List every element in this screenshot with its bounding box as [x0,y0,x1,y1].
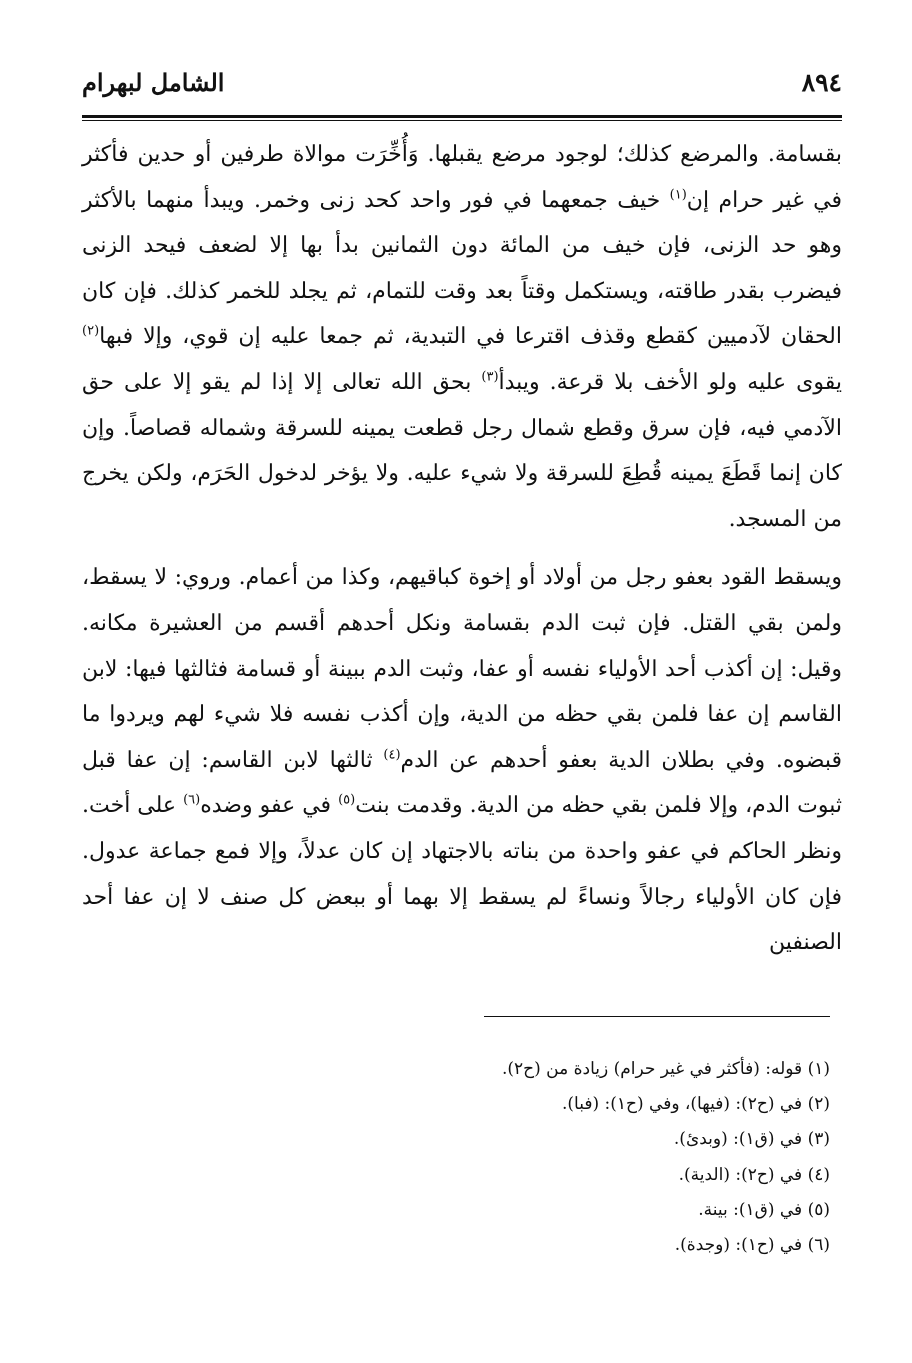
footnote-3: (٣) في (ق١): (وبدئ). [673,1129,830,1150]
footnote-ref-1[interactable]: (١) [669,187,687,203]
page-header [82,64,842,104]
footnote-1: (١) قوله: (فأكثر في غير حرام) زيادة من (ح٢). [501,1059,830,1079]
text-run: في غير حرام إن [686,187,842,213]
page-number: ٨٩٤ [801,68,842,97]
footnote-6: (٦) في (ح١): (وجدة). [674,1235,830,1256]
text-run: بحق الله تعالى إلا إذا لم يقو إلا على حق الآدمي فيه، فإن سرق وقطع شمال رجل قطعت يمينه للسرقة وشماله قصاصاً. وإن كان إنما قَطَعَ يمينه قُطِعَ للسرقة ولا شيء عليه. ولا يؤخر لدخول الحَرَم، ولكن يخرج من المسجد. [82,369,842,532]
footnote-5: (٥) في (ق١): بينة. [698,1199,830,1220]
text-run: على أخت. ونظر الحاكم في عفو واحدة من بناته بالاجتهاد إن كان عدلاً، وإلا فمع جماعة عدول. فإن كان الأولياء رجالاً ونساءً لم يسقط إلا بهما أو ببعض كل صنف لا إن عفا أحد الصنفين [82,793,842,956]
paragraph-2 [82,555,842,965]
text-run: في عفو وضده [200,793,339,819]
footnote-ref-4[interactable]: (٤) [383,747,401,763]
footnote-ref-3[interactable]: (٣) [481,369,499,385]
paragraph-1 [82,132,842,542]
header-rule [82,115,842,121]
text-run: ثالثها لابن القاسم: إن عفا قبل ثبوت الدم، وإلا فلمن بقي حظه من الدية. وقدمت بنت [82,747,842,819]
footnote-ref-5[interactable]: (٥) [338,792,356,808]
footnotes [330,1052,830,1263]
main-text [82,132,842,966]
text-run: يقوى عليه ولو الأخف بلا قرعة. ويبدأ [498,369,842,395]
footnote-2: (٢) في (ح٢): (فيها)، وفي (ح١): (فبا). [562,1094,830,1115]
footnote-separator [484,1016,830,1017]
text-run: خيف جمعهما في فور واحد كحد زنى وخمر. ويبدأ منهما بالأكثر وهو حد الزنى، فإن خيف من المائة دون الثمانين بدأ بها إلا لضعف فيحد الزنى فيضرب بقدر طاقته، ويستكمل وقتاً بعد وقت للتمام، ثم يجلد للخمر كذلك. فإن كان الحقان لآدميين كقطع وقذف اقترعا في التبدية، ثم جمعا عليه إن قوي، وإلا فبها [82,187,842,350]
text-run: بقسامة. والمرضع كذلك؛ لوجود مرضع يقبلها. وَأُخِّرَت موالاة طرفين أو حدين فأكثر [82,142,842,167]
footnote-ref-2[interactable]: (٢) [82,324,100,340]
running-title: الشامل لبهرام [82,68,225,97]
footnote-4: (٤) في (ح٢): (الدية). [678,1164,830,1185]
text-run: ويسقط القود بعفو رجل من أولاد أو إخوة كباقيهم، وكذا من أعمام. وروي: لا يسقط، ولمن بقي القتل. فإن ثبت الدم بقسامة ونكل أحدهم أقسم من العشيرة مكانه. وقيل: إن أكذب أحد الأولياء نفسه أو عفا، وثبت الدم ببينة أو قسامة فثالثها فيها: لابن القاسم إن عفا فلمن بقي حظه من الدية، وإن أكذب نفسه فلا شيء لهم ويردوا ما قبضوه. وفي بطلان الدية بعفو أحدهم عن الدم [82,565,842,773]
footnote-ref-6[interactable]: (٦) [183,792,201,808]
